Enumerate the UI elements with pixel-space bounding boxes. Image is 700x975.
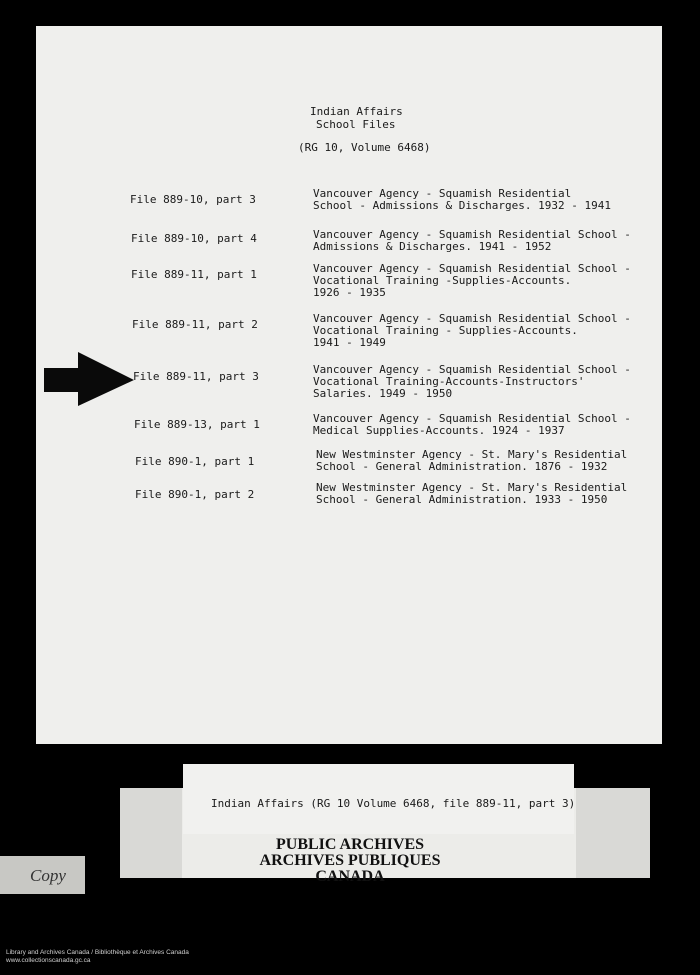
footer-line-1: Library and Archives Canada / Bibliothèque et Archives Canada: [6, 949, 189, 956]
file-reference: File 889-13, part 1: [134, 418, 260, 431]
stamp-line-2: ARCHIVES PUBLIQUES: [259, 852, 441, 869]
file-reference: File 890-1, part 2: [135, 488, 255, 501]
copy-tag-text: Copy: [30, 866, 66, 885]
footer-credit: [6, 949, 189, 965]
file-reference: File 889-11, part 3: [133, 370, 259, 383]
file-reference: File 889-10, part 3: [130, 193, 256, 206]
stamp-line-1: PUBLIC ARCHIVES: [275, 836, 425, 853]
file-reference: File 890-1, part 1: [135, 455, 255, 468]
file-description: Vancouver Agency - Squamish Residential School - Vocational Training -Supplies-Accounts. 1926 - 1935: [313, 262, 631, 299]
header-line-1: Indian Affairs: [310, 105, 403, 118]
file-label-text: Indian Affairs (RG 10 Volume 6468, file 889-11, part 3): [211, 797, 576, 810]
file-reference: File 889-11, part 1: [131, 268, 257, 281]
file-description: Vancouver Agency - Squamish Residential School - Medical Supplies-Accounts. 1924 - 1937: [313, 412, 631, 437]
header-line-2: School Files: [316, 118, 396, 131]
header-line-3: (RG 10, Volume 6468): [298, 141, 431, 154]
copy-tag: [0, 856, 85, 894]
stamp-line-3: CANADA: [315, 868, 385, 885]
footer-line-2: www.collectionscanada.gc.ca: [6, 957, 91, 964]
file-description: Vancouver Agency - Squamish Residential School - Vocational Training - Supplies-Accounts. 1941 - 1949: [313, 312, 631, 349]
file-label-card: [183, 764, 574, 834]
file-description: Vancouver Agency - Squamish Residential School - Vocational Training-Accounts-Instructors' Salaries. 1949 - 1950: [313, 363, 631, 400]
file-reference: File 889-10, part 4: [131, 232, 257, 245]
file-description: Vancouver Agency - Squamish Residential School - Admissions & Discharges. 1941 - 1952: [313, 228, 631, 253]
file-description: New Westminster Agency - St. Mary's Residential School - General Administration. 1876 - 1932: [316, 448, 628, 473]
file-reference: File 889-11, part 2: [132, 318, 258, 331]
file-description: Vancouver Agency - Squamish Residential School - Admissions & Discharges. 1932 - 1941: [313, 187, 612, 212]
file-description: New Westminster Agency - St. Mary's Residential School - General Administration. 1933 - 1950: [316, 481, 628, 506]
pointer-arrow-icon: [44, 352, 134, 408]
